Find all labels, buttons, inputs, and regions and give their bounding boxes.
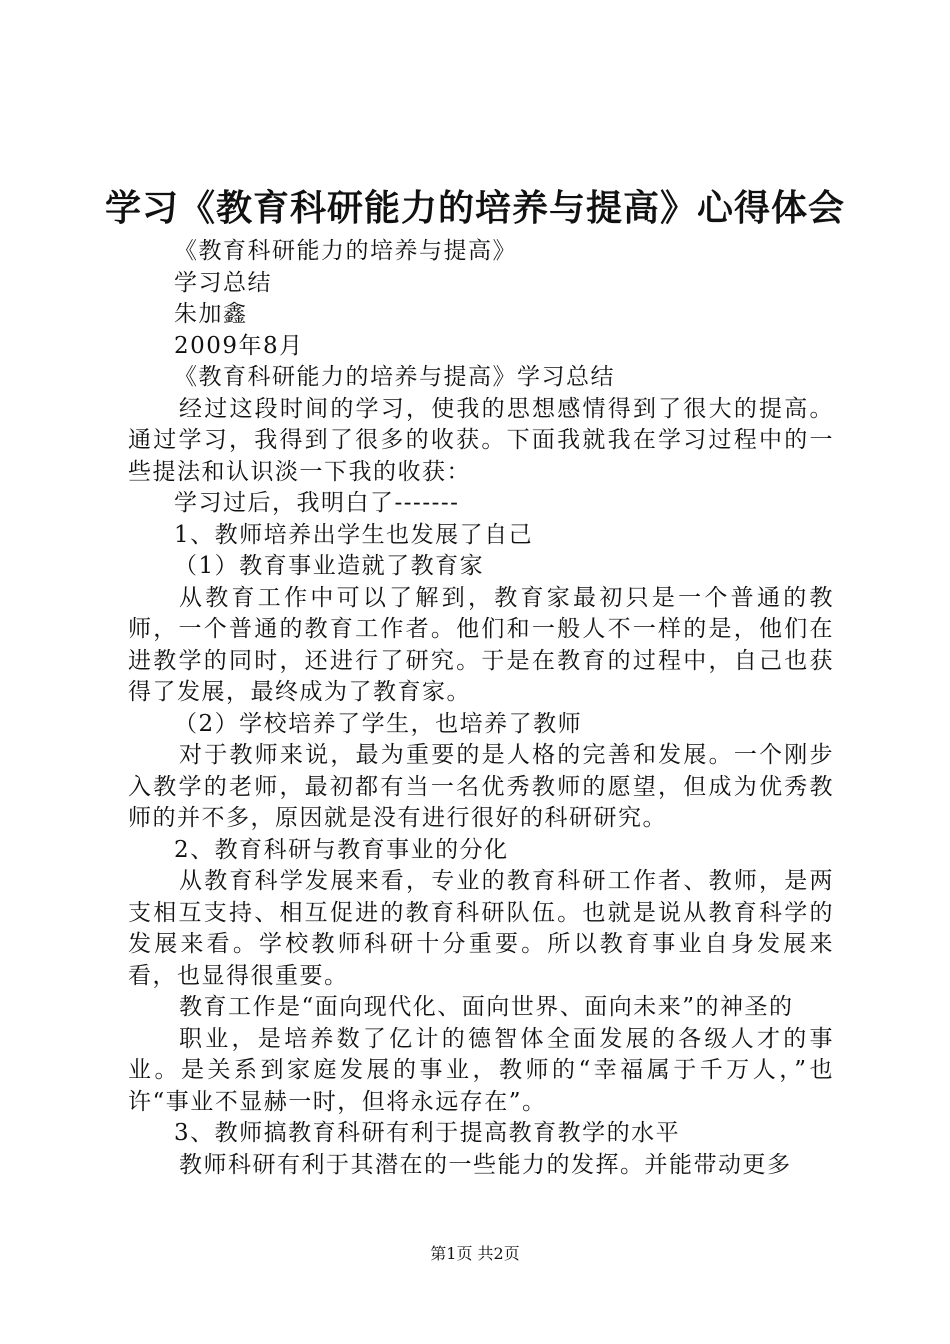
document-body xyxy=(128,236,834,1181)
paragraph: 学习过后，我明白了------- xyxy=(174,490,460,516)
paragraph: 从教育工作中可以了解到，教育家最初只是一个普通的教师，一个普通的教育工作者。他们和一般人不一样的是，他们在进教学的同时，还进行了研究。于是在教育的过程中，自己也获得了发展，最终成为了教育家。 xyxy=(128,584,834,705)
paragraph: 朱加鑫 xyxy=(174,301,248,327)
document-title: 学习《教育科研能力的培养与提高》心得体会 xyxy=(104,188,845,229)
section-heading: 2、教育科研与教育事业的分化 xyxy=(174,836,509,863)
paragraph: 《教育科研能力的培养与提高》学习总结 xyxy=(174,364,615,390)
paragraph: 对于教师来说，最为重要的是人格的完善和发展。一个刚步入教学的老师，最初都有当一名优秀教师的愿望，但成为优秀教师的并不多，原因就是没有进行很好的科研研究。 xyxy=(128,742,834,831)
paragraph: 教育工作是“面向现代化、面向世界、面向未来”的神圣的 xyxy=(179,994,794,1020)
paragraph: 从教育科学发展来看，专业的教育科研工作者、教师，是两支相互支持、相互促进的教育科研队伍。也就是说从教育科学的发展来看。学校教师科研十分重要。所以教育事业自身发展来看，也显得很重要。 xyxy=(128,868,834,989)
paragraph: 2009年8月 xyxy=(174,332,304,359)
section-heading: 1、教师培养出学生也发展了自己 xyxy=(174,521,534,548)
paragraph: 《教育科研能力的培养与提高》 xyxy=(174,238,517,264)
paragraph: 教师科研有利于其潜在的一些能力的发挥。并能带动更多 xyxy=(179,1151,792,1178)
section-heading: 3、教师搞教育科研有利于提高教育教学的水平 xyxy=(174,1120,681,1146)
paragraph: 职业，是培养数了亿计的德智体全面发展的各级人才的事业。是关系到家庭发展的事业，教师的“幸福属于千万人，”也许“事业不显赫一时，但将永远存在”。 xyxy=(128,1025,834,1115)
subsection-heading: （2）学校培养了学生，也培养了教师 xyxy=(174,710,583,737)
page-footer: 第1页 共2页 xyxy=(430,1244,520,1263)
paragraph: 学习总结 xyxy=(174,269,272,296)
paragraph: 经过这段时间的学习，使我的思想感情得到了很大的提高。通过学习，我得到了很多的收获。下面我就我在学习过程中的一些提法和认识淡一下我的收获： xyxy=(128,395,834,485)
subsection-heading: （1）教育事业造就了教育家 xyxy=(174,553,485,579)
